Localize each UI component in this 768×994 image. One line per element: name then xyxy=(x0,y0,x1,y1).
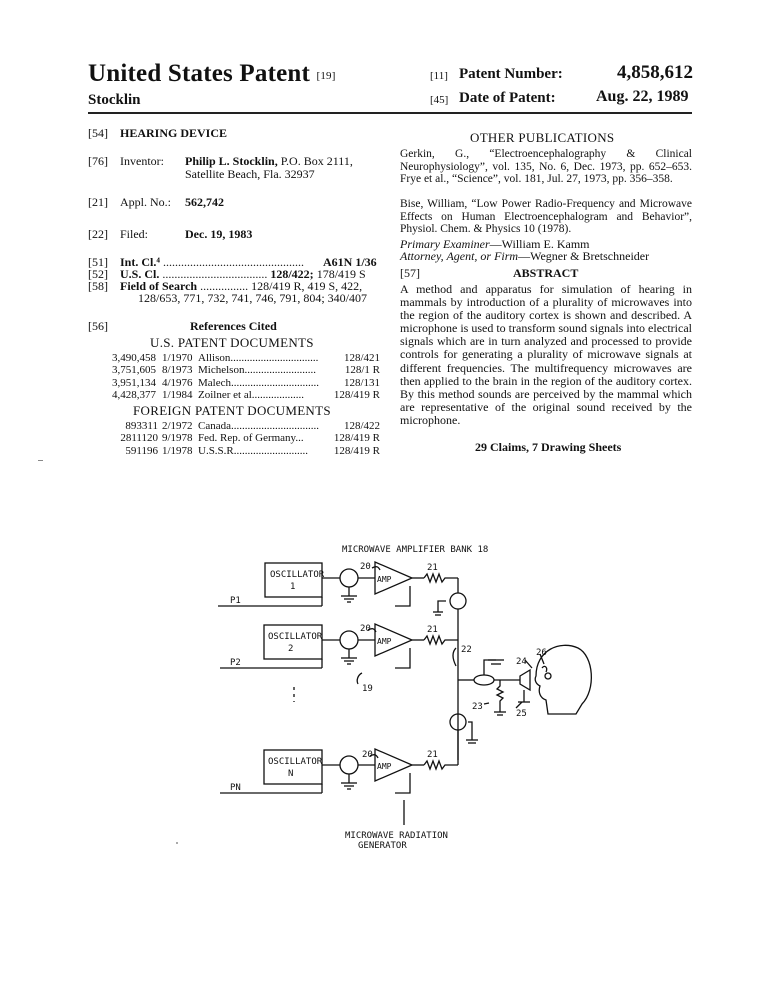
abstract-text: A method and apparatus for simulation of hearing in mammals by introduction of a plurality of microwaves into the region of the auditory cortex is shown and described. A microphone is used to transform sound signals into electrical signals which are in turn analyzed and processed to provide controls for generating a plurality of microwave signals at different frequencies. The multifrequency microwaves are then applied to the brain in the region of the auditory cortex. By this method sounds are perceived by the mammal which are representative of the original sound received by the microphone. xyxy=(400,282,692,427)
primary-examiner-name: —William E. Kamm xyxy=(489,237,590,251)
doc-date: 9/1978 xyxy=(162,432,193,445)
fos-value: 128/419 R, 419 S, 422, xyxy=(251,279,363,293)
doc-date: 1/1984 xyxy=(162,388,193,401)
amp-label-n: AMP xyxy=(377,762,392,771)
doc-dots: .................. xyxy=(254,388,305,401)
patent-title-text: United States Patent xyxy=(88,60,311,87)
p1-label: P1 xyxy=(230,596,241,606)
ref-20: 20 xyxy=(360,624,371,634)
uscl-rest: 178/419 S xyxy=(316,267,366,281)
ref-19: 19 xyxy=(362,684,373,694)
doc-number: 3,490,458 xyxy=(112,352,156,364)
inventor-name: Philip L. Stocklin, xyxy=(185,154,278,168)
references-code: [56] xyxy=(88,319,108,333)
ref-22: 22 xyxy=(461,645,472,655)
intcl-code: [51] xyxy=(88,255,108,269)
other-publications-text2: Bise, William, “Low Power Radio-Frequency and Microwave Effects on Human Electroencephalogram and Behavior”, Physiol. Chem. & Physics 10 (1978). xyxy=(400,198,692,235)
intcl-value: A61N 1/36 xyxy=(323,255,377,269)
uscl-code: [52] xyxy=(88,267,108,281)
doc-number: 2811120 xyxy=(120,432,158,445)
doc-number: 4,428,377 xyxy=(112,388,156,401)
appl-label: Appl. No.: xyxy=(120,195,171,209)
inventor-line2: Satellite Beach, Fla. 32937 xyxy=(185,167,315,181)
combiner-circle xyxy=(450,593,466,609)
generator-label-1: MICROWAVE RADIATION xyxy=(345,831,448,841)
amp-label-1: AMP xyxy=(377,575,392,584)
oscillator-2-label: OSCILLATOR xyxy=(268,632,323,642)
intcl-dots: ............................................... xyxy=(162,256,304,269)
attorney-name: —Wegner & Bretschneider xyxy=(518,249,650,263)
doc-date: 1/1970 xyxy=(162,352,193,364)
doc-dots: ................................ xyxy=(230,420,319,432)
fos-code: [58] xyxy=(88,279,108,293)
doc-class: 128/131 xyxy=(343,376,380,389)
doc-date: 2/1972 xyxy=(162,420,193,432)
invention-title: HEARING DEVICE xyxy=(120,126,228,140)
oscillator-n-number: N xyxy=(288,769,294,779)
leader-25 xyxy=(516,702,522,708)
ref-21: 21 xyxy=(427,750,438,760)
primary-examiner-label: Primary Examiner xyxy=(400,237,490,251)
bias-wire xyxy=(395,773,410,793)
filed-label: Filed: xyxy=(120,227,149,241)
doc-class: 128/419 R xyxy=(333,432,380,445)
filed-value: Dec. 19, 1983 xyxy=(185,227,253,241)
doc-class: 128/421 xyxy=(343,352,380,364)
ref-21: 21 xyxy=(427,625,438,635)
ground-wire xyxy=(468,722,472,740)
ref-20: 20 xyxy=(362,750,373,760)
doc-number: 3,751,605 xyxy=(112,364,156,377)
auditory-region xyxy=(545,673,551,679)
other-publications-text1: Gerkin, G., “Electroencephalography & Clinical Neurophysiology”, vol. 135, No. 6, Dec. 1973, pp. 652–653. Frye et al., “Science”, vol. 181, Jul. 27, 1973, pp. 356–358. xyxy=(400,148,692,185)
patent-number-label: Patent Number: xyxy=(459,66,563,82)
ground-wire xyxy=(438,601,446,612)
bias-wire xyxy=(395,648,410,668)
fos-label: Field of Search xyxy=(120,279,198,293)
doc-name: Canada xyxy=(198,420,231,432)
leader-23 xyxy=(484,703,489,704)
patent-number: 4,858,612 xyxy=(617,62,693,83)
doc-name: Michelson xyxy=(198,364,245,377)
inventor-surname: Stocklin xyxy=(88,92,141,108)
bank-label: MICROWAVE AMPLIFIER BANK 18 xyxy=(342,545,489,555)
doc-number: 591196 xyxy=(125,444,158,457)
uscl-dots: ................................... xyxy=(162,267,268,281)
appl-value: 562,742 xyxy=(185,195,224,209)
oscillator-2-number: 2 xyxy=(288,644,294,654)
resistor-23 xyxy=(497,680,503,712)
doc-class: 128/1 R xyxy=(344,364,380,377)
pn-label: PN xyxy=(230,783,241,793)
attorney-label: Attorney, Agent, or Firm xyxy=(400,249,519,263)
leader-19 xyxy=(357,673,362,684)
leader-20 xyxy=(372,567,380,570)
claims-summary: 29 Claims, 7 Drawing Sheets xyxy=(475,440,622,454)
date-code: [45] xyxy=(430,94,449,106)
uscl-label: U.S. Cl. xyxy=(120,267,160,281)
doc-dots: ................................ xyxy=(230,352,319,364)
amp-label-2: AMP xyxy=(377,637,392,646)
ref-26: 26 xyxy=(536,648,547,658)
inventor-address: P.O. Box 2111, xyxy=(280,154,353,168)
doc-dots: .......................... xyxy=(236,444,309,457)
ref-24: 24 xyxy=(516,657,527,667)
doc-name: Zoilner et al. xyxy=(198,388,255,401)
doc-dots: .......................... xyxy=(244,364,316,377)
oscillator-n-label: OSCILLATOR xyxy=(268,757,323,767)
title-code: [54] xyxy=(88,126,108,140)
doc-class: 128/419 R xyxy=(333,444,380,457)
doc-number: 893311 xyxy=(125,420,158,432)
filed-code: [22] xyxy=(88,227,108,241)
date-label: Date of Patent: xyxy=(459,90,556,106)
ref-20: 20 xyxy=(360,562,371,572)
doc-dots: ................................ xyxy=(230,376,319,389)
ref-21: 21 xyxy=(427,563,438,573)
intcl-label: Int. Cl.⁴ xyxy=(120,256,160,269)
oscillator-1-number: 1 xyxy=(290,582,296,592)
uscl-value: 128/422; xyxy=(270,267,314,281)
antenna-horn xyxy=(520,670,530,690)
doc-number: 3,951,134 xyxy=(112,376,156,389)
human-ear xyxy=(542,666,547,672)
doc-name: Malech xyxy=(198,376,231,389)
doc-date: 1/1978 xyxy=(162,444,193,457)
fos-dots: ................ xyxy=(200,279,249,293)
resistor-21 xyxy=(424,761,458,769)
doc-date: 4/1976 xyxy=(162,376,193,389)
doc-class: 128/419 R xyxy=(333,388,380,401)
doc-dots: ... xyxy=(295,432,304,445)
references-title: References Cited xyxy=(190,319,277,333)
us-docs-heading: U.S. PATENT DOCUMENTS xyxy=(150,335,314,350)
resistor-21 xyxy=(424,574,458,582)
doc-name: Allison xyxy=(198,352,231,364)
generator-label-2: GENERATOR xyxy=(358,841,407,851)
ref-25: 25 xyxy=(516,709,527,719)
inventor-code: [76] xyxy=(88,154,108,168)
abstract-code: [57] xyxy=(400,266,420,280)
doc-name: U.S.S.R. xyxy=(198,444,237,457)
resistor-21 xyxy=(424,636,458,644)
ref-23: 23 xyxy=(472,702,483,712)
inventor-label: Inventor: xyxy=(120,154,164,168)
date-value: Aug. 22, 1989 xyxy=(596,88,689,105)
modulator-circle-n xyxy=(340,756,358,774)
ground-wire xyxy=(484,660,496,675)
oscillator-1-label: OSCILLATOR xyxy=(270,570,325,580)
foreign-docs-heading: FOREIGN PATENT DOCUMENTS xyxy=(133,403,331,418)
abstract-heading: ABSTRACT xyxy=(513,266,579,280)
coupler-element xyxy=(474,675,494,685)
leader-22 xyxy=(453,648,456,666)
patent-number-code: [11] xyxy=(430,70,448,82)
doc-date: 8/1973 xyxy=(162,364,193,377)
bias-wire xyxy=(395,586,410,606)
appl-code: [21] xyxy=(88,195,108,209)
modulator-circle-2 xyxy=(340,631,358,649)
title-code: [19] xyxy=(316,70,336,82)
doc-class: 128/422 xyxy=(343,420,380,432)
other-publications-heading: OTHER PUBLICATIONS xyxy=(470,130,615,145)
modulator-circle-1 xyxy=(340,569,358,587)
doc-name: Fed. Rep. of Germany xyxy=(198,432,296,445)
fos-line2: 128/653, 771, 732, 741, 746, 791, 804; 340/407 xyxy=(138,291,368,305)
p2-label: P2 xyxy=(230,658,241,668)
